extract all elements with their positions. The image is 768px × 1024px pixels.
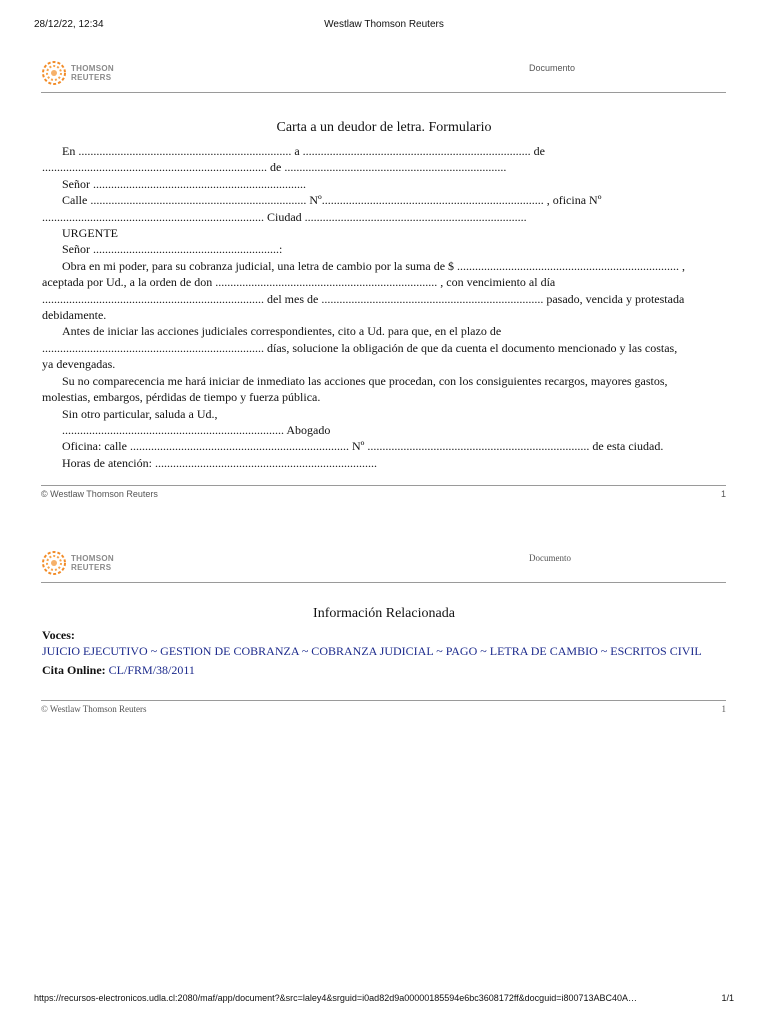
- letter-line: Señor ..............................................................:: [62, 242, 283, 257]
- page2-header: [41, 550, 726, 583]
- logo-icon: [41, 60, 67, 86]
- letter-line: aceptada por Ud., a la orden de don .......................................................................... , con vencimiento al día: [42, 275, 556, 290]
- letter-line: Señor .......................................................................: [62, 176, 306, 191]
- logo-line1: THOMSON: [71, 554, 114, 563]
- letter-line: Oficina: calle ......................................................................... Nº .......................................................................... de esta ciudad.: [62, 439, 664, 454]
- voces-label: Voces:: [42, 628, 75, 642]
- footer-copyright: © Westlaw Thomson Reuters: [41, 704, 147, 714]
- letter-line: URGENTE: [62, 226, 118, 241]
- header-label: Documento: [529, 553, 571, 563]
- logo-line1: THOMSON: [71, 64, 114, 73]
- page2-footer: [41, 700, 726, 714]
- letter-line: En ....................................................................... a ............................................................................ de: [62, 144, 545, 158]
- logo-icon: [41, 550, 67, 576]
- page1-footer: [41, 485, 726, 499]
- page1-header: [41, 60, 726, 93]
- letter-body: [42, 143, 712, 471]
- letter-line: molestias, embargos, pérdidas de tiempo y fuerza pública.: [42, 390, 321, 405]
- print-title: Westlaw Thomson Reuters: [324, 19, 444, 30]
- cita-label: Cita Online:: [42, 663, 106, 677]
- thomson-reuters-logo: [41, 550, 114, 576]
- footer-page-number: 1: [721, 704, 726, 714]
- letter-line: Obra en mi poder, para su cobranza judicial, una letra de cambio por la suma de $ .......................................................................... ,: [62, 258, 686, 273]
- page-title: Información Relacionada: [313, 606, 455, 621]
- logo-line2: REUTERS: [71, 563, 112, 572]
- header-label: Documento: [529, 63, 576, 73]
- letter-line: Calle ........................................................................ Nº.......................................................................... , oficina Nº: [62, 193, 602, 208]
- letter-line: .......................................................................... Abogado: [62, 422, 331, 437]
- letter-line: .......................................................................... días, solucione la obligación de que da cuenta el documento mencionado y las costas,: [42, 340, 678, 355]
- print-date: 28/12/22, 12:34: [34, 19, 104, 30]
- logo-line2: REUTERS: [71, 73, 112, 82]
- letter-line: Sin otro particular, saluda a Ud.,: [62, 406, 218, 421]
- footer-page-number: 1: [720, 489, 726, 499]
- letter-line: Su no comparecencia me hará iniciar de inmediato las acciones que procedan, con los consiguientes recargos, mayores gastos,: [62, 373, 668, 388]
- cita-link[interactable]: CL/FRM/38/2011: [108, 663, 195, 677]
- letter-line: .......................................................................... Ciudad ..........................................................................: [42, 209, 527, 224]
- letter-line: ya devengadas.: [42, 357, 116, 372]
- letter-line: Antes de iniciar las acciones judiciales correspondientes, cito a Ud. para que, en el plazo de: [62, 324, 502, 339]
- footer-copyright: © Westlaw Thomson Reuters: [41, 489, 158, 499]
- voces-links[interactable]: JUICIO EJECUTIVO ~ GESTION DE COBRANZA ~ COBRANZA JUDICIAL ~ PAGO ~ LETRA DE CAMBIO ~ ESCRITOS CIVIL: [42, 644, 702, 658]
- letter-line: ........................................................................... de ..........................................................................: [42, 160, 507, 175]
- related-info: [42, 628, 712, 678]
- thomson-reuters-logo: [41, 60, 114, 86]
- page-title: Carta a un deudor de letra. Formulario: [276, 120, 492, 135]
- print-url: https://recursos-electronicos.udla.cl:2080/maf/app/document?&src=laley4&srguid=i0ad82d9a00000185594e6bc3608172ff&docguid=i800713ABC40A…: [34, 993, 638, 1003]
- letter-line: debidamente.: [42, 308, 107, 323]
- letter-line: Horas de atención: ..........................................................................: [62, 455, 377, 470]
- letter-line: .......................................................................... del mes de .......................................................................... pasado, vencida y protestada: [42, 291, 685, 306]
- print-page-count: 1/1: [721, 993, 734, 1003]
